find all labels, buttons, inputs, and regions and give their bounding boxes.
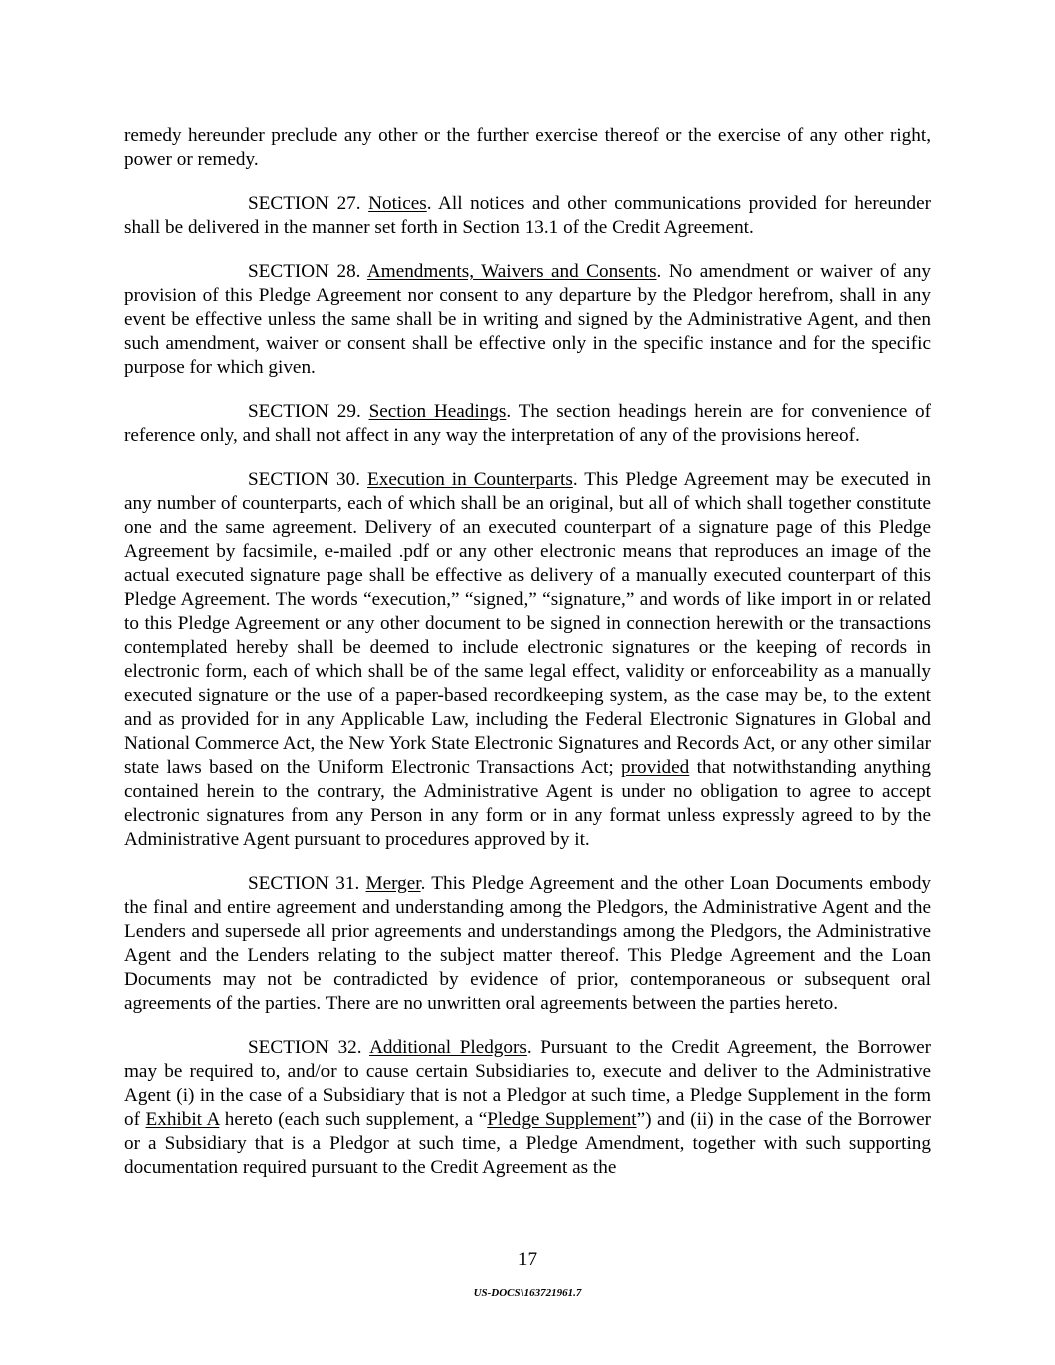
section-30-provided-term: provided <box>621 757 690 778</box>
section-30-paragraph <box>124 468 931 852</box>
section-32-exhibit-a-term: Exhibit A <box>145 1109 220 1130</box>
section-32-body-part-2: hereto (each such supplement, a “ <box>219 1109 488 1130</box>
section-29-heading: Section Headings <box>368 401 507 422</box>
section-32-pledge-supplement-term: Pledge Supplement <box>487 1109 637 1130</box>
section-27-paragraph <box>124 192 931 240</box>
section-28-body: . No amendment or waiver of any provision of this Pledge Agreement nor consent to any departure by the Pledgor herefrom, shall in any event be effective unless the same shall be in writing and signed by the Administrative Agent, and then such amendment, waiver or consent shall be effective only in the specific instance and for the specific purpose for which given. <box>124 261 932 378</box>
section-28-heading: Amendments, Waivers and Consents <box>366 261 657 282</box>
section-32-body-part-3: ”) and (ii) in the case of the Borrower or a Subsidiary that is a Pledgor at such time, a Pledge Amendment, together with such supporting documentation required pursuant to the Credit Agreement as the <box>124 1109 932 1178</box>
section-31-heading: Merger <box>365 873 421 894</box>
document-id-footer: US-DOCS\163721961.7 <box>473 1287 582 1299</box>
section-29-number: SECTION 29. <box>248 401 361 422</box>
section-31-paragraph <box>124 872 931 1016</box>
section-32-heading: Additional Pledgors <box>369 1037 527 1058</box>
section-30-number: SECTION 30. <box>248 469 360 490</box>
section-29-paragraph <box>124 400 931 448</box>
document-body <box>124 124 931 1200</box>
continuation-paragraph <box>124 124 931 172</box>
section-31-body: . This Pledge Agreement and the other Loan Documents embody the final and entire agreement and understanding among the Pledgors, the Administrative Agent and the Lenders and supersede all prior agreements and understandings among the Pledgors, the Administrative Agent and the Lenders relating to the subject matter thereof. This Pledge Agreement and the Loan Documents may not be contradicted by evidence of prior, contemporaneous or subsequent oral agreements of the parties. There are no unwritten oral agreements between the parties hereto. <box>124 873 932 1014</box>
section-32-body-part-1: . Pursuant to the Credit Agreement, the Borrower may be required to, and/or to cause certain Subsidiaries to, execute and deliver to the Administrative Agent (i) in the case of a Subsidiary that is not a Pledgor at such time, a Pledge Supplement in the form of <box>124 1037 931 1130</box>
section-28-paragraph <box>124 260 931 380</box>
section-27-number: SECTION 27. <box>248 193 361 214</box>
page-number: 17 <box>517 1249 538 1270</box>
section-27-body: . All notices and other communications provided for hereunder shall be delivered in the manner set forth in Section 13.1 of the Credit Agreement. <box>124 193 932 238</box>
section-29-body: . The section headings herein are for convenience of reference only, and shall not affect in any way the interpretation of any of the provisions hereof. <box>124 401 932 446</box>
section-27-heading: Notices <box>368 193 427 214</box>
section-30-body-part-1: . This Pledge Agreement may be executed in any number of counterparts, each of which shall be an original, but all of which shall together constitute one and the same agreement. Delivery of an executed counterpart of a signature page of this Pledge Agreement by facsimile, e-mailed .pdf or any other electronic means that reproduces an image of the actual executed signature page shall be effective as delivery of a manually executed counterpart of this Pledge Agreement. The words “execution,” “signed,” “signature,” and words of like import in or related to this Pledge Agreement or any other document to be signed in connection herewith or the transactions contemplated hereby shall be deemed to include electronic signatures or the keeping of records in electronic form, each of which shall be of the same legal effect, validity or enforceability as a manually executed signature or the use of a paper-based recordkeeping system, as the case may be, to the extent and as provided for in any Applicable Law, including the Federal Electronic Signatures in Global and National Commerce Act, the New York State Electronic Signatures and Records Act, or any other similar state laws based on the Uniform Electronic Transactions Act; <box>124 469 931 778</box>
section-31-number: SECTION 31. <box>248 873 360 894</box>
section-32-number: SECTION 32. <box>248 1037 362 1058</box>
section-30-heading: Execution in Counterparts <box>367 469 573 490</box>
continuation-text: remedy hereunder preclude any other or the further exercise thereof or the exercise of any other right, power or remedy. <box>124 125 931 170</box>
section-28-number: SECTION 28. <box>248 261 361 282</box>
section-30-body-part-2: that notwithstanding anything contained herein to the contrary, the Administrative Agent is under no obligation to agree to accept electronic signatures from any Person in any form or in any format unless expressly agreed to by the Administrative Agent pursuant to procedures approved by it. <box>124 757 931 850</box>
section-32-paragraph <box>124 1036 931 1180</box>
